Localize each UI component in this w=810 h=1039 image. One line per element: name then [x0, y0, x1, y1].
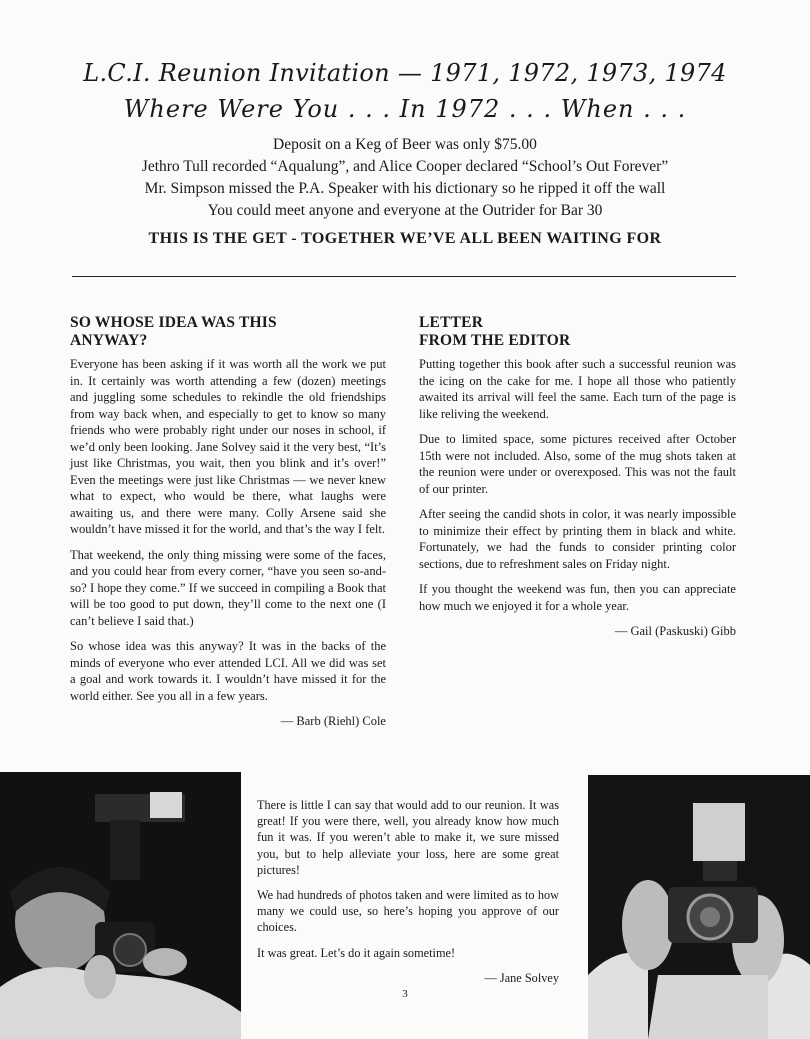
article-heading: [70, 314, 386, 350]
article-heading: [419, 314, 736, 350]
header-line-4: You could meet anyone and everyone at the Outrider for Bar 30: [207, 202, 603, 219]
article-signature: — Gail (Paskuski) Gibb: [614, 624, 736, 638]
heading-line-2: ANYWAY?: [70, 332, 148, 349]
header-line-1: Deposit on a Keg of Beer was only $75.00: [273, 136, 537, 153]
article-paragraph: We had hundreds of photos taken and were limited as to how many we could use, so here’s hoping you approve of our choices.: [257, 888, 559, 935]
article-paragraph: After seeing the candid shots in color, it was nearly impossible to minimize their effect by printing them in black and white. Fortunately, we had the funds to consider printing color sections, due to refreshment sales on Friday night.: [419, 507, 736, 571]
page-number: 3: [402, 988, 408, 1000]
article-signature: — Jane Solvey: [484, 970, 559, 985]
header-line-2: Jethro Tull recorded “Aqualung”, and Alice Cooper declared “School’s Out Forever”: [141, 158, 669, 175]
article-paragraph: Putting together this book after such a successful reunion was the icing on the cake for me. I hope all those who patiently awaited its arrival will feel the same. Each turn of the page is like reliving the weekend.: [419, 357, 736, 421]
heading-line-1: LETTER: [419, 314, 484, 331]
article-paragraph: That weekend, the only thing missing were some of the faces, and you could hear from every corner, “have you seen so-and-so? I hope they come.” If we succeed in compiling a Book that will be too good to put down, they’ll come to the next one (I can’t believe I said that.): [70, 547, 386, 628]
header-tagline: THIS IS THE GET - TOGETHER WE’VE ALL BEEN WAITING FOR: [148, 230, 662, 247]
article-paragraph: Due to limited space, some pictures received after October 15th were not included. Also, some of the mug shots taken at the reunion were under or overexposed. This was not the fault of our printer.: [419, 432, 736, 496]
article-signature: — Barb (Riehl) Cole: [280, 714, 386, 728]
section-divider: [72, 276, 736, 277]
article-paragraph: There is little I can say that would add to our reunion. It was great! If you were there, well, you already know how much fun it was. If you weren’t able to make it, we sure missed you, but to help alleviate your loss, here are some great pictures!: [257, 798, 559, 877]
article-paragraph: It was great. Let’s do it again sometime!: [257, 945, 456, 960]
header-line-3: Mr. Simpson missed the P.A. Speaker with his dictionary so he ripped it off the wall: [144, 180, 666, 197]
invitation-subtitle: Where Were You . . . In 1972 . . . When . . .: [123, 95, 687, 123]
invitation-title: L.C.I. Reunion Invitation — 1971, 1972, 1973, 1974: [83, 59, 727, 87]
article-whose-idea: [70, 314, 386, 730]
article-letter-from-editor: [419, 314, 736, 640]
invitation-header: [0, 56, 810, 250]
article-paragraph: So whose idea was this anyway? It was in the backs of the minds of everyone who ever attended LCI. All we did was set a goal and work towards it. I wouldn’t have missed it for the world either. See you all in a few years.: [70, 639, 386, 703]
heading-line-1: SO WHOSE IDEA WAS THIS: [70, 314, 277, 331]
article-paragraph: Everyone has been asking if it was worth all the work we put in. It certainly was worth attending a few (dozen) meetings and juggling some schedules to rekindle the old friendships from way back when, and especially to get to know so many friends who were probably right under our noses in school, if we’d only been looking. Jane Solvey said it the very best, “It’s just like Christmas, you wait, then you blink and it’s over!” Even the meetings were just like Christmas — we never knew what to expect, who would be there, what laughs were awaiting us, and there were many. Colly Arsene said she wouldn’t have missed it for the world, and that’s the way I felt.: [70, 357, 386, 536]
article-jane-solvey: [257, 797, 559, 986]
heading-line-2: FROM THE EDITOR: [419, 332, 571, 349]
article-paragraph: If you thought the weekend was fun, then you can appreciate how much we enjoyed it for a whole year.: [419, 582, 736, 613]
